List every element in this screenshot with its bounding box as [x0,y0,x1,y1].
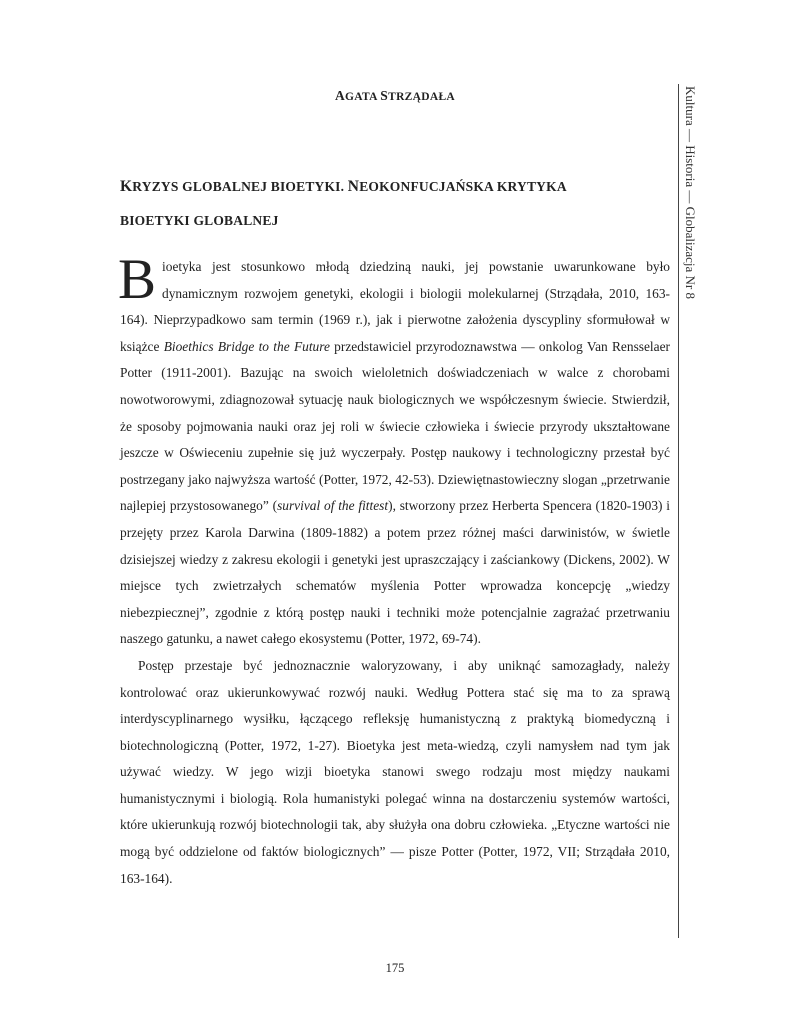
survival-phrase: survival of the fittest [277,498,389,514]
side-divider [678,84,679,938]
title-initial-n: N [347,178,360,195]
paragraph-1-part-b: przedstawiciel przyrodoznawstwa — onkolog Van Rensselaer Potter (1911-2001). Bazując na swoich wieloletnich doświadczeniach w walce z chorobami nowotworowymi, zdiagnozował sytuację nauk biologicznych we współczesnym świecie. Stwierdził, że sposoby pojmowania nauki oraz jej roli w świecie człowieka i świecie przyrody ukształtowane jeszcze w Oświeceniu zupełnie się już wyczerpały. Postęp naukowy i technologiczny przestał być postrzegany jako najwyższa wartość (Potter, 1972, 42-53). Dziewiętnastowieczny slogan „przetrwanie najlepiej przystosowanego” ( [120,338,671,514]
book-title: Bioethics Bridge to the Future [163,338,330,354]
author-last-initial: S [380,88,389,103]
title-line-1 [120,170,660,204]
author-first-rest: GATA [345,91,381,103]
title-initial-k: K [120,178,133,195]
paragraph-1-part-c: ), stworzony przez Herberta Spencera (1820-1903) i przejęty przez Karola Darwina (1809-1882) a potem przez różnej maści darwinistów, w świetle dzisiejszej wiedzy z zakresu ekologii i genetyki jest upraszczający i zaściankowy (Dickens, 2002). W miejsce tych zwietrzałych schematów myślenia Potter wprowadza koncepcję „wiedzy niebezpiecznej”, zgodnie z którą postęp nauki i techniki może potencjalnie zagrażać przetrwaniu naszego gatunku, a nawet całego ekosystemu (Potter, 1972, 69-74). [120,498,670,647]
article-title [120,170,660,238]
paragraph-1-part-a: ioetyka jest stosunkowo młodą dziedziną nauki, jej powstanie uwarunkowane było dynamicznym rozwojem genetyki, ekologii i biologii molekularnej (Strządała, 2010, 163-164). Nieprzypadkowo sam termin (1969 r.), jak i pierwotne założenia dyscypliny sformułował w książce [120,259,670,354]
article-body [118,248,671,892]
author-name [120,88,670,104]
author-first-initial: A [334,88,346,103]
drop-cap: B [118,248,157,311]
title-part-1: RYZYS GLOBALNEJ BIOETYKI. [132,179,348,194]
page-number: 175 [385,961,405,975]
author-last-rest: TRZĄDAŁA [388,91,456,103]
title-part-2: EOKONFUCJAŃSKA KRYTYKA [359,179,567,194]
running-side-title: Kultura — Historia — Globalizacja Nr 8 [683,86,698,299]
paragraph-2: Postęp przestaje być jednoznacznie waloryzowany, i aby uniknąć samozagłady, należy kontrolować oraz ukierunkowywać rozwój nauki. Według Pottera stać się ma to za sprawą interdyscyplinarnego wysiłku, łączącego refleksję humanistyczną z praktyką biomedyczną i biotechnologiczną (Potter, 1972, 1-27). Bioetyka jest meta-wiedzą, czyli namysłem nad tym jak używać wiedzy. W jego wizji bioetyka stanowi swego rodzaju most między naukami humanistycznymi i biologią. Rola humanistyki polegać winna na dostarczeniu systemów wartości, które ukierunkują rozwój biotechnologii tak, aby służyła ona dobru człowieka. „Etyczne wartości nie mogą być oddzielone od faktów biologicznych” — pisze Potter (Potter, 1972, VII; Strządała 2010, 163-164). [120,657,670,886]
title-line-2: BIOETYKI GLOBALNEJ [120,213,279,228]
paragraph-1 [118,248,671,653]
